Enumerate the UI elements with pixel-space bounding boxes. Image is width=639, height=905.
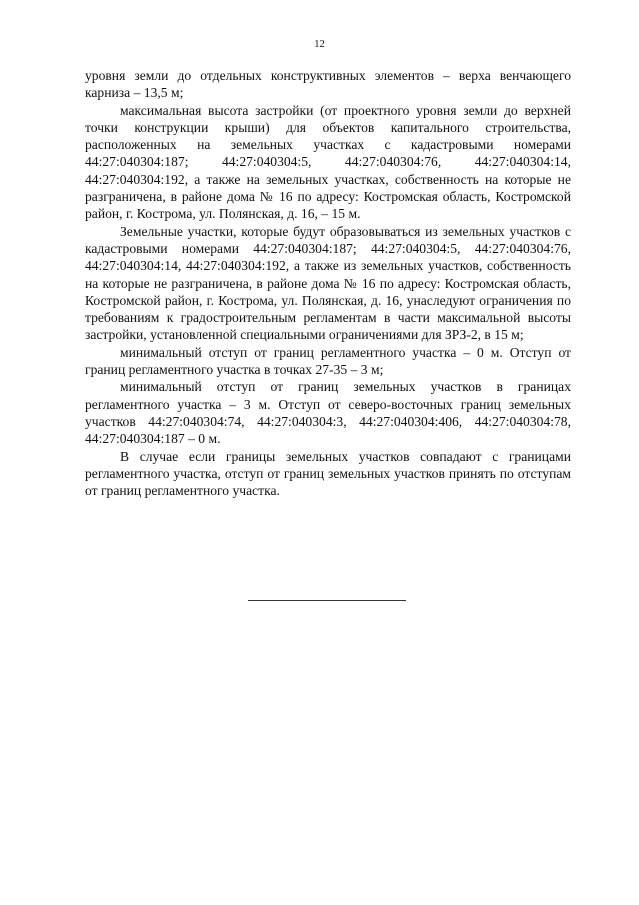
paragraph-inherited-restrictions: Земельные участки, которые будут образовываться из земельных участков с кадастровыми номерами 44:27:040304:187; 44:27:040304:5, 44:27:040304:76, 44:27:040304:14, 44:27:040304:192, а также из земельных участков, собственность на которые не разграничена, в районе дома № 16 по адресу: Костромская область, Костромской район, г. Кострома, ул. Полянская, д. 16, унаследуют ограничения по требованиям к градостроительным регламентам в части максимальной высоты застройки, установленной специальными ограничениями для ЗРЗ-2, в 15 м; xyxy=(85,223,571,343)
paragraph-min-setback-zone: минимальный отступ от границ регламентного участка – 0 м. Отступ от границ регламентного участка в точках 27-35 – 3 м; xyxy=(85,344,571,378)
document-body xyxy=(85,67,571,499)
paragraph-continuation: уровня земли до отдельных конструктивных элементов – верха венчающего карниза – 13,5 м; xyxy=(85,68,571,101)
end-of-text-rule xyxy=(248,600,406,601)
page-number: 12 xyxy=(314,39,325,50)
paragraph-min-setback-plots: минимальный отступ от границ земельных участков в границах регламентного участка – 3 м. Отступ от северо-восточных границ земельных участков 44:27:040304:74, 44:27:040304:3, 44:27:040304:406, 44:27:040304:78, 44:27:040304:187 – 0 м. xyxy=(85,379,571,447)
paragraph-boundary-coincidence: В случае если границы земельных участков совпадают с границами регламентного участка, отступ от границ земельных участков принять по отступам от границ регламентного участка. xyxy=(85,448,571,499)
paragraph-max-height: максимальная высота застройки (от проектного уровня земли до верхней точки конструкции крыши) для объектов капитального строительства, расположенных на земельных участках с кадастровыми номерами 44:27:040304:187; 44:27:040304:5, 44:27:040304:76, 44:27:040304:14, 44:27:040304:192, а также на земельных участках, собственность на которые не разграничена, в районе дома № 16 по адресу: Костромская область, Костромской район, г. Кострома, ул. Полянская, д. 16, – 15 м. xyxy=(85,102,571,222)
